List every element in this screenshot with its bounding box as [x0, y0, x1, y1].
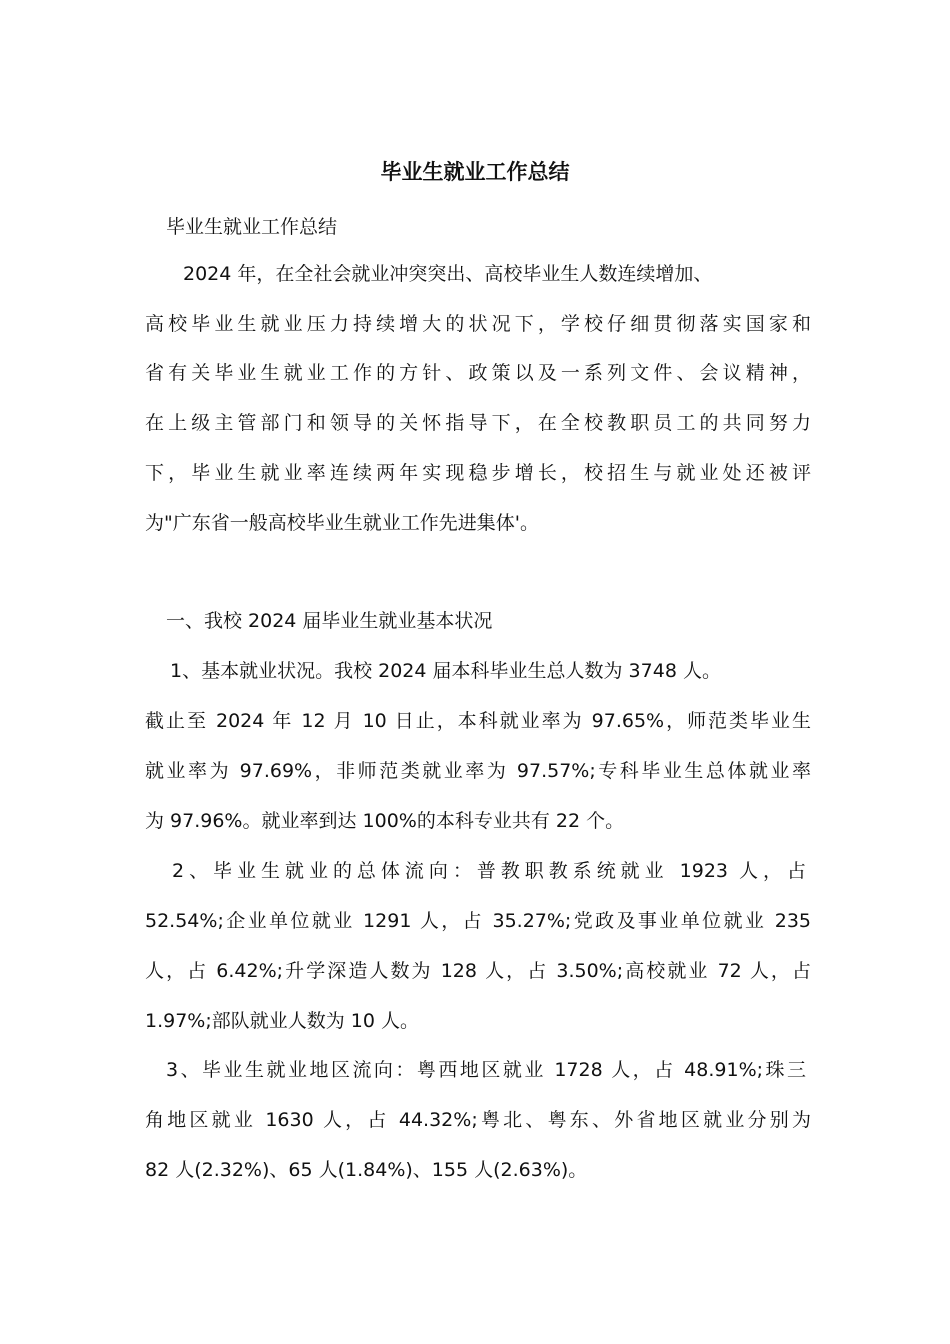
- paragraph-line: 高校毕业生就业压力持续增大的状况下，学校仔细贯彻落实国家和: [145, 313, 811, 335]
- paragraph-line: 2024 年，在全社会就业冲突突出、高校毕业生人数连续增加、: [183, 263, 713, 285]
- paragraph-line: 52.54%;企业单位就业 1291 人，占 35.27%;党政及事业单位就业 235: [145, 910, 811, 932]
- paragraph-line: 下，毕业生就业率连续两年实现稳步增长，校招生与就业处还被评: [145, 462, 811, 484]
- paragraph-line: 1.97%;部队就业人数为 10 人。: [145, 1010, 420, 1032]
- document-subtitle: 毕业生就业工作总结: [166, 216, 338, 238]
- paragraph-line: 3、毕业生就业地区流向：粤西地区就业 1728 人，占 48.91%;珠三: [166, 1059, 806, 1081]
- paragraph-line: 省有关毕业生就业工作的方针、政策以及一系列文件、会议精神，: [145, 362, 811, 384]
- paragraph-line: 截止至 2024 年 12 月 10 日止，本科就业率为 97.65%，师范类毕业生: [145, 710, 811, 732]
- paragraph-line: 为"广东省一般高校毕业生就业工作先进集体'。: [145, 512, 539, 534]
- paragraph-line: 在上级主管部门和领导的关怀指导下，在全校教职员工的共同努力: [145, 412, 811, 434]
- paragraph-line: 1、基本就业状况。我校 2024 届本科毕业生总人数为 3748 人。: [170, 660, 721, 682]
- document-title: 毕业生就业工作总结: [380, 160, 570, 184]
- paragraph-line: 人，占 6.42%;升学深造人数为 128 人，占 3.50%;高校就业 72 人，占: [145, 960, 811, 982]
- paragraph-line: 2、毕业生就业的总体流向：普教职教系统就业 1923 人，占: [172, 860, 806, 882]
- paragraph-line: 82 人(2.32%)、65 人(1.84%)、155 人(2.63%)。: [145, 1159, 588, 1181]
- paragraph-line: 就业率为 97.69%，非师范类就业率为 97.57%;专科毕业生总体就业率: [145, 760, 811, 782]
- section-heading: 一、我校 2024 届毕业生就业基本状况: [166, 610, 493, 632]
- paragraph-line: 角地区就业 1630 人，占 44.32%;粤北、粤东、外省地区就业分别为: [145, 1109, 811, 1131]
- paragraph-line: 为 97.96%。就业率到达 100%的本科专业共有 22 个。: [145, 810, 625, 832]
